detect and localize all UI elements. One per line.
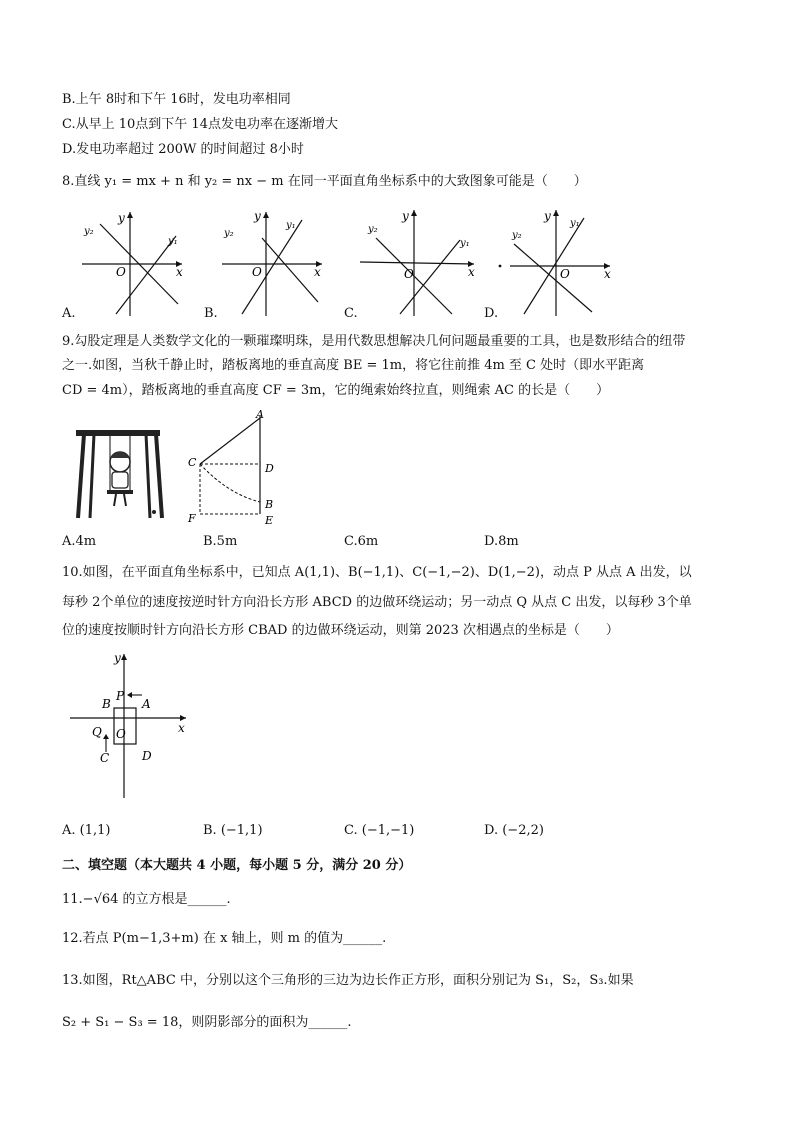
origin-label: O bbox=[116, 727, 126, 741]
q11-stem: 11.−√64 的立方根是______. bbox=[62, 892, 231, 907]
q8-graph-a bbox=[78, 206, 190, 318]
axis-x-label: x bbox=[176, 265, 183, 279]
y1-label: y₁ bbox=[168, 236, 178, 247]
q9-stem-line-3: CD = 4m），踏板离地的垂直高度 CF = 3m，它的绳索始终拉直，则绳索 AC 的长是（ ） bbox=[62, 383, 610, 398]
q7-option-c: C.从早上 10点到下午 14点发电功率在逐渐增大 bbox=[62, 117, 338, 132]
q8-graph-b bbox=[218, 206, 330, 318]
point-q-label: Q bbox=[92, 725, 102, 739]
q8-option-c-label: C. bbox=[344, 306, 358, 321]
q9-option-a: A.4m bbox=[62, 534, 97, 549]
q7-option-d: D.发电功率超过 200W 的时间超过 8小时 bbox=[62, 142, 304, 157]
q8-option-a-label: A. bbox=[62, 306, 76, 321]
point-f-label: F bbox=[188, 512, 196, 525]
origin-label: O bbox=[404, 267, 414, 281]
q10-option-a: A. (1,1) bbox=[62, 823, 111, 838]
q9-diagram bbox=[184, 406, 284, 528]
q13-stem-line-2: S₂ + S₁ − S₃ = 18，则阴影部分的面积为______. bbox=[62, 1015, 352, 1030]
q8-stem: 8.直线 y₁ = mx + n 和 y₂ = nx − m 在同一平面直角坐标系中的大致图象可能是（ ） bbox=[62, 174, 587, 189]
q10-stem-line-1: 10.如图，在平面直角坐标系中，已知点 A(1,1)、B(−1,1)、C(−1,−2)、D(1,−2)，动点 P 从点 A 出发，以 bbox=[62, 565, 692, 580]
point-b-label: B bbox=[265, 498, 274, 511]
q10-option-b: B. (−1,1) bbox=[203, 823, 263, 838]
q9-stem-line-2: 之一.如图，当秋千静止时，踏板离地的垂直高度 BE = 1m，将它往前推 4m 至 C 处时（即水平距离 bbox=[62, 358, 645, 373]
q7-option-b: B.上午 8时和下午 16时，发电功率相同 bbox=[62, 92, 291, 107]
axis-x-label: x bbox=[178, 721, 185, 735]
q8-graph-d bbox=[496, 206, 618, 318]
q8-graph-c bbox=[356, 206, 482, 318]
y2-label: y₂ bbox=[84, 226, 94, 237]
q12-stem: 12.若点 P(m−1,3+m) 在 x 轴上，则 m 的值为______. bbox=[62, 931, 387, 946]
point-a-label: A bbox=[256, 408, 264, 421]
section-2-title: 二、填空题（本大题共 4 小题，每小题 5 分，满分 20 分） bbox=[62, 858, 412, 873]
point-p-label: P bbox=[116, 689, 125, 703]
axis-x-label: x bbox=[314, 265, 321, 279]
y2-label: y₂ bbox=[512, 230, 522, 241]
axis-y-label: y bbox=[118, 211, 125, 225]
y1-label: y₁ bbox=[570, 218, 580, 229]
point-a-label: A bbox=[142, 697, 151, 711]
q8-option-b-label: B. bbox=[204, 306, 218, 321]
axis-x-label: x bbox=[468, 265, 475, 279]
y1-label: y₁ bbox=[286, 220, 296, 231]
origin-label: O bbox=[252, 265, 262, 279]
axis-y-label: y bbox=[402, 209, 409, 223]
point-e-label: E bbox=[265, 514, 274, 527]
q10-diagram bbox=[66, 648, 196, 802]
q10-option-d: D. (−2,2) bbox=[484, 823, 544, 838]
origin-label: O bbox=[560, 267, 570, 281]
y2-label: y₂ bbox=[224, 228, 234, 239]
y2-label: y₂ bbox=[368, 224, 378, 235]
axis-y-label: y bbox=[114, 651, 121, 665]
point-d-label: D bbox=[265, 462, 274, 475]
q10-stem-line-2: 每秒 2个单位的速度按逆时针方向沿长方形 ABCD 的边做环绕运动；另一动点 Q 从点 C 出发，以每秒 3个单 bbox=[62, 595, 692, 610]
q10-stem-line-3: 位的速度按顺时针方向沿长方形 CBAD 的边做环绕运动，则第 2023 次相遇点的坐标是（ ） bbox=[62, 623, 619, 638]
origin-label: O bbox=[116, 265, 126, 279]
q10-option-c: C. (−1,−1) bbox=[344, 823, 415, 838]
q9-option-b: B.5m bbox=[203, 534, 238, 549]
axis-y-label: y bbox=[254, 209, 261, 223]
line-y2 bbox=[242, 220, 302, 314]
q9-option-c: C.6m bbox=[344, 534, 379, 549]
swing-illustration bbox=[74, 426, 174, 522]
y1-label: y₁ bbox=[460, 238, 470, 249]
q9-option-d: D.8m bbox=[484, 534, 519, 549]
point-d-label: D bbox=[142, 749, 152, 763]
axis-y-label: y bbox=[544, 209, 551, 223]
point-b-label: B bbox=[102, 697, 111, 711]
axis-x-label: x bbox=[604, 267, 611, 281]
q13-stem-line-1: 13.如图，Rt△ABC 中，分别以这个三角形的三边为边长作正方形，面积分别记为 S₁，S₂，S₃.如果 bbox=[62, 973, 634, 988]
point-c-label: C bbox=[188, 456, 197, 469]
point-c-label: C bbox=[100, 751, 110, 765]
q9-stem-line-1: 9.勾股定理是人类数学文化的一颗璀璨明珠，是用代数思想解决几何问题最重要的工具，也是数形结合的纽带 bbox=[62, 334, 686, 349]
q8-option-d-label: D. bbox=[484, 306, 499, 321]
line-y2 bbox=[514, 244, 592, 312]
